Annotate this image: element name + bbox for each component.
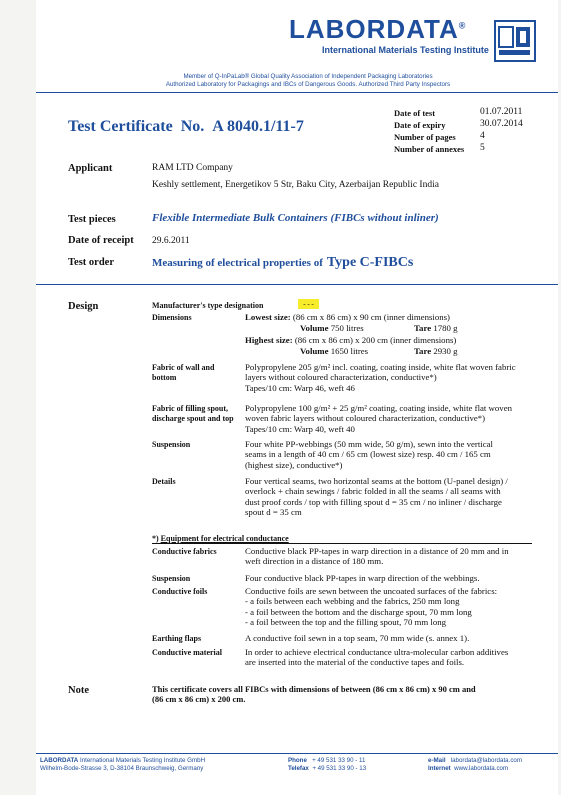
footer-divider	[36, 753, 558, 754]
applicant-label: Applicant	[68, 163, 113, 174]
footer-phone: Phone + 49 531 33 90 - 11 Telefax + 49 531 33 90 - 13	[288, 757, 367, 772]
applicant-address: Keshly settlement, Energetikov 5 Str, Baku City, Azerbaijan Republic India	[152, 180, 439, 190]
footer-contact: e-Mail labordata@labordata.com Internet www.labordata.com	[428, 757, 523, 772]
details-value: Four vertical seams, two horizontal seams at the bottom (U-panel design) / overlock + chain sewings / fabric folded in all the seams / all seams with dust proof cords / top with filling spout d = 35 cm / no inliner / discharge spout d = 35 cm	[245, 476, 508, 518]
equipment-suspension-value: Four conductive black PP-tapes in warp direction of the webbings.	[245, 573, 480, 583]
meta-label-date-of-expiry: Date of expiry	[394, 120, 446, 130]
suspension-label: Suspension	[152, 440, 191, 449]
logo-subtitle: International Materials Testing Institute	[322, 45, 489, 55]
section-divider	[36, 284, 558, 285]
certificate-title: Test Certificate No. A 8040.1/11-7	[68, 118, 304, 135]
fabric-fill-label: Fabric of filling spout, discharge spout and top	[152, 404, 234, 423]
lowest-volume: Volume 750 litres	[300, 323, 364, 333]
conductive-fabrics-value: Conductive black PP-tapes in warp direction in a distance of 20 mm and in weft direction in a distance of 180 mm.	[245, 546, 509, 567]
logo-title: LABORDATA®	[289, 14, 467, 44]
meta-value-date-of-test: 01.07.2011	[480, 107, 523, 117]
date-of-receipt-label: Date of receipt	[68, 235, 134, 246]
membership-note: Member of Q-InPaLab® Global Quality Association of Independent Packaging Laboratories Authorized Laboratory for Packagings and IBCs of Dangerous Goods. Authorized Third Party Inspectors	[165, 73, 451, 88]
meta-value-date-of-expiry: 30.07.2014	[480, 119, 523, 129]
conductive-foils-label: Conductive foils	[152, 587, 208, 596]
dimensions-label: Dimensions	[152, 313, 192, 322]
test-order-value: Measuring of electrical properties of Type C-FIBCs	[152, 255, 414, 270]
lowest-size: Lowest size: (86 cm x 86 cm) x 90 cm (inner dimensions)	[245, 312, 450, 322]
conductive-foils-value: Conductive foils are sewn between the uncoated surfaces of the fabrics: - a foils between each webbing and the fabrics, 250 mm long - a foil between the bottom and the discharge spout, 70 mm long - a foil between the top and the filling spout, 70 mm long	[245, 586, 498, 628]
highest-tare: Tare 2930 g	[414, 346, 458, 356]
fabric-fill-value: Polypropylene 100 g/m² + 25 g/m² coating, coating inside, white flat woven woven fabric layers without coloured characterization, conductive*) Tapes/10 cm: Warp 40, weft 40	[245, 403, 513, 434]
meta-label-number-of-annexes: Number of annexes	[394, 144, 465, 154]
highest-size: Highest size: (86 cm x 86 cm) x 200 cm (inner dimensions)	[245, 335, 457, 345]
conductive-fabrics-label: Conductive fabrics	[152, 547, 217, 556]
manufacturer-type-label: Manufacturer's type designation	[152, 301, 264, 310]
date-of-receipt-value: 29.6.2011	[152, 236, 190, 246]
meta-label-date-of-test: Date of test	[394, 108, 436, 118]
fabric-wall-value: Polypropylene 205 g/m² incl. coating, coating inside, white flat woven fabric layers without coloured characterization, conductive*) Tapes/10 cm: Warp 46, weft 46	[245, 362, 516, 393]
equipment-suspension-label: Suspension	[152, 574, 191, 583]
test-order-label: Test order	[68, 257, 114, 268]
meta-value-number-of-pages: 4	[480, 131, 485, 141]
labordata-logo-icon	[494, 20, 536, 62]
note-label: Note	[68, 685, 89, 696]
applicant-name: RAM LTD Company	[152, 163, 233, 173]
lowest-tare: Tare 1780 g	[414, 323, 458, 333]
suspension-value: Four white PP-webbings (50 mm wide, 50 g/m), sewn into the vertical seams in a length of 40 cm / 65 cm (lowest size) resp. 40 cm / 165 cm (highest size), conductive*)	[245, 439, 493, 470]
meta-value-number-of-annexes: 5	[480, 143, 485, 153]
equipment-title: *) Equipment for electrical conductance	[152, 534, 289, 543]
type-designation-highlight: - - -	[298, 299, 319, 309]
test-pieces-label: Test pieces	[68, 214, 116, 225]
earthing-flaps-value: A conductive foil sewn in a top seam, 70 mm wide (s. annex 1).	[245, 633, 470, 643]
highest-volume: Volume 1650 litres	[300, 346, 369, 356]
details-label: Details	[152, 477, 176, 486]
earthing-flaps-label: Earthing flaps	[152, 634, 202, 643]
meta-label-number-of-pages: Number of pages	[394, 132, 456, 142]
design-label: Design	[68, 301, 99, 312]
footer-company: LABORDATA International Materials Testing Institute GmbH Wilhelm-Bode-Strasse 3, D-38104 Braunschweig, Germany	[40, 757, 206, 772]
conductive-material-value: In order to achieve electrical conductance ultra-molecular carbon additives are inserted into the material of the conductive tapes and foils.	[245, 647, 509, 668]
conductive-material-label: Conductive material	[152, 648, 222, 657]
test-pieces-value: Flexible Intermediate Bulk Containers (FIBCs without inliner)	[152, 212, 439, 224]
header-divider	[36, 92, 558, 93]
note-text: This certificate covers all FIBCs with dimensions of between (86 cm x 86 cm) x 90 cm and (86 cm x 86 cm) x 200 cm.	[152, 684, 476, 704]
fabric-wall-label: Fabric of wall and bottom	[152, 363, 215, 382]
equipment-divider	[152, 543, 532, 544]
